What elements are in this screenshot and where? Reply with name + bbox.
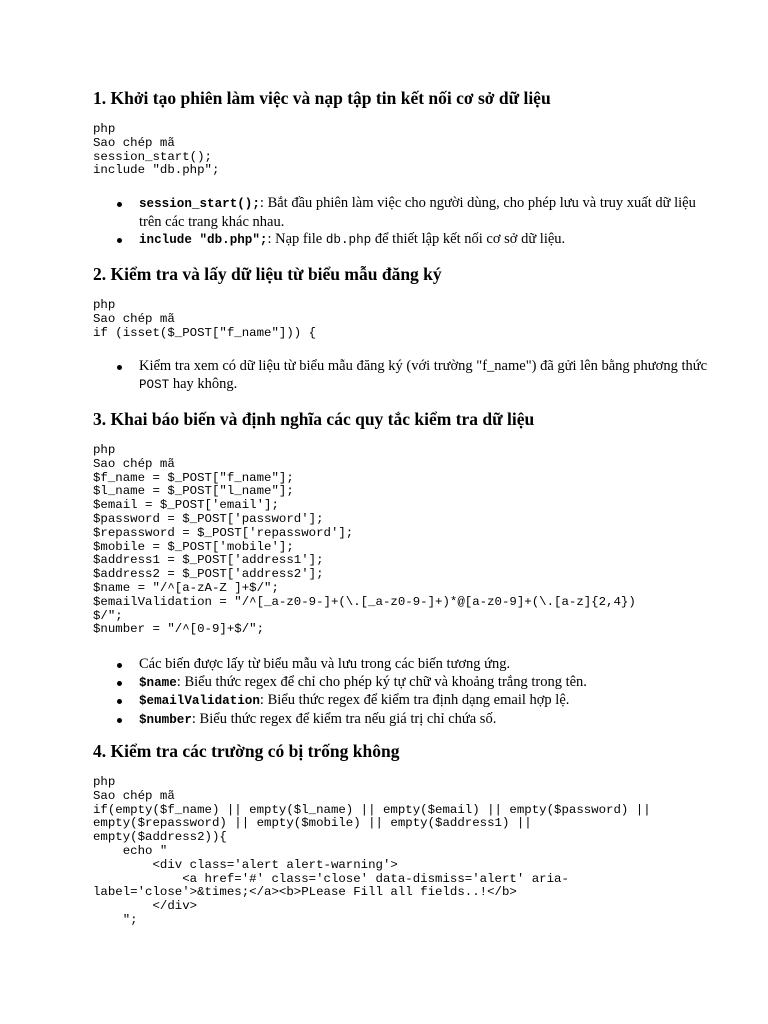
bullet-text: hay không.	[169, 375, 238, 392]
section-3-bullet-list	[93, 656, 719, 729]
list-item	[139, 711, 719, 730]
list-item	[139, 656, 719, 674]
inline-code: $number	[139, 712, 192, 727]
inline-code: session_start();	[139, 197, 260, 211]
bullet-text: : Bắt đầu phiên làm việc cho người dùng, cho phép lưu và truy xuất dữ liệu trên các trang khác nhau.	[139, 195, 696, 230]
list-item	[139, 674, 719, 693]
inline-code: $emailValidation	[139, 694, 260, 708]
bullet-text: Các biến được lấy từ biểu mẫu và lưu trong các biến tương ứng.	[139, 656, 511, 672]
bullet-text: : Nạp file	[267, 231, 326, 247]
section-4-code-block: php Sao chép mã if(empty($f_name) || empty($l_name) || empty($email) || empty($password) || empty($repassword) || empty($mobile) || empty($address1) || empty($address2)){ echo " <div class='alert alert-warning'> <a href='#' class='close' data-dismiss='alert' aria- label='close'>&times;</a><b>PLease Fill all fields..!</b> </div> ";	[93, 775, 651, 927]
bullet-text: để thiết lập kết nối cơ sở dữ liệu.	[371, 231, 566, 247]
inline-code: include "db.php";	[139, 233, 268, 247]
inline-code: $name	[139, 675, 177, 690]
bullet-text: : Biểu thức regex để chỉ cho phép ký tự chữ và khoảng trắng trong tên.	[176, 673, 587, 690]
inline-code: POST	[139, 377, 170, 392]
list-item	[139, 195, 719, 231]
section-4-heading: 4. Kiểm tra các trường có bị trống không	[93, 741, 400, 761]
bullet-text: Kiểm tra xem có dữ liệu từ biểu mẫu đăng ký (với trường "f_name") đã gửi lên bằng phương thức	[139, 358, 708, 374]
section-1-code-block: php Sao chép mã session_start(); include "db.php";	[93, 122, 220, 178]
inline-code: db.php	[325, 233, 372, 247]
list-item	[139, 358, 719, 394]
section-2-heading: 2. Kiểm tra và lấy dữ liệu từ biểu mẫu đăng ký	[93, 264, 442, 284]
section-3-code-block: php Sao chép mã $f_name = $_POST["f_name"]; $l_name = $_POST["l_name"]; $email = $_POST['email']; $password = $_POST['password']; $repassword = $_POST['repassword']; $mobile = $_POST['mobile']; $address1 = $_POST['address1']; $address2 = $_POST['address2']; $name = "/^[a-zA-Z ]+$/"; $emailValidation = "/^[_a-z0-9-]+(\.[_a-z0-9-]+)*@[a-z0-9]+(\.[a-z]{2,4}) $/"; $number = "/^[0-9]+$/";	[93, 443, 636, 637]
list-item	[139, 231, 719, 250]
list-item	[139, 692, 719, 711]
section-2-code-block: php Sao chép mã if (isset($_POST["f_name"])) {	[93, 298, 317, 340]
section-1-bullet-list	[93, 195, 719, 250]
section-2-bullet-list	[93, 358, 719, 394]
bullet-text: : Biểu thức regex để kiểm tra nếu giá trị chỉ chứa số.	[191, 710, 497, 727]
bullet-text: : Biểu thức regex để kiểm tra định dạng email hợp lệ.	[259, 692, 570, 708]
section-3-heading: 3. Khai báo biến và định nghĩa các quy tắc kiểm tra dữ liệu	[93, 409, 535, 429]
section-1-heading: 1. Khởi tạo phiên làm việc và nạp tập tin kết nối cơ sở dữ liệu	[93, 88, 551, 108]
